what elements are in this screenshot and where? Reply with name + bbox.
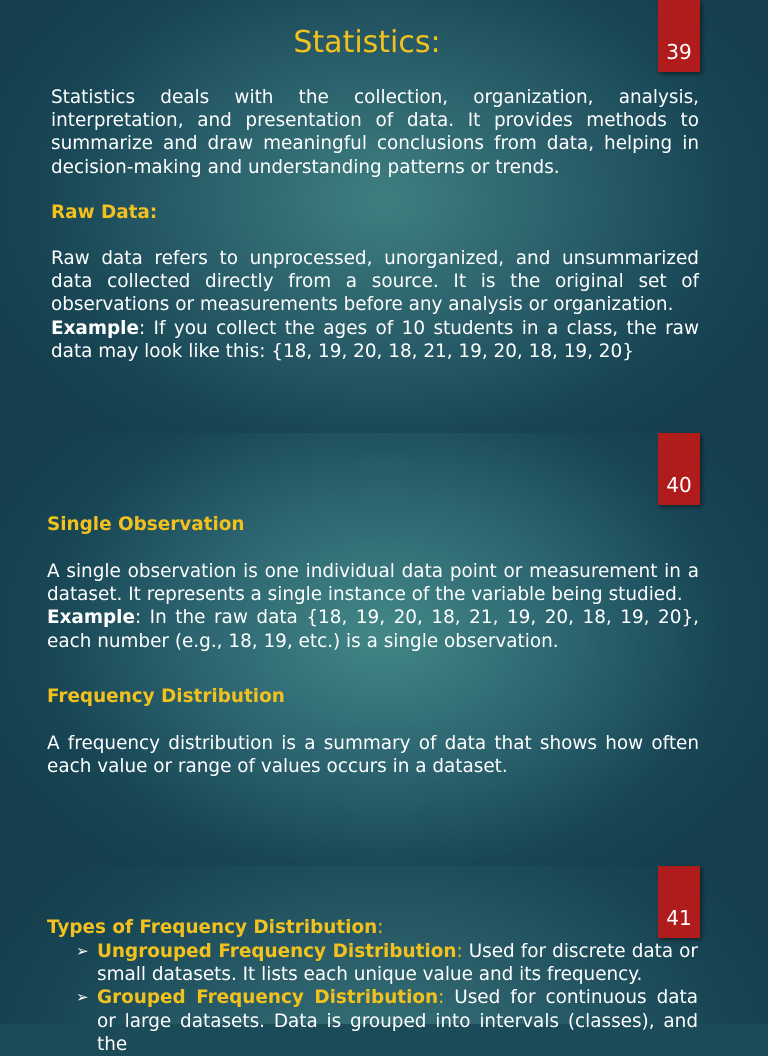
single-observation-heading: Single Observation bbox=[47, 514, 245, 535]
types-heading bbox=[47, 917, 383, 938]
raw-data-paragraph bbox=[51, 247, 699, 363]
bullet-text: Used for continuous data or large datasets. Data is grouped into intervals (classes), and the bbox=[97, 987, 698, 1055]
single-observation-text: A single observation is one individual data point or measurement in a dataset. It represents a single instance of the variable being studied. bbox=[47, 561, 699, 606]
bullet-text: Used for discrete data or small datasets. It lists each unique value and its frequency. bbox=[97, 941, 698, 986]
slide-title: Statistics: bbox=[293, 25, 441, 60]
slide-41 bbox=[0, 866, 768, 1055]
intro-paragraph: Statistics deals with the collection, organization, analysis, interpretation, and presentation of data. It provides methods to summarize and draw meaningful conclusions from data, helping in decision-making and understanding patterns or trends. bbox=[51, 87, 699, 178]
slide-39 bbox=[0, 0, 768, 433]
example-label: Example bbox=[47, 607, 135, 629]
example-text: : In the raw data {18, 19, 20, 18, 21, 19, 20, 18, 19, 20}, each number (e.g., 18, 19, etc.) is a single observation. bbox=[47, 607, 699, 652]
bullet-colon: : bbox=[438, 987, 445, 1009]
raw-data-heading: Raw Data: bbox=[51, 202, 158, 223]
frequency-distribution-heading: Frequency Distribution bbox=[47, 686, 285, 707]
example-text: : If you collect the ages of 10 students in a class, the raw data may look like this: {18, 19, 20, 18, 21, 19, 20, 18, 19, 20} bbox=[51, 317, 699, 362]
slide-number-badge: 40 bbox=[658, 433, 700, 505]
example-label: Example bbox=[51, 317, 139, 339]
arrowhead-bullet-icon: ➢ bbox=[76, 942, 89, 960]
slide-number-badge: 39 bbox=[658, 0, 700, 72]
list-item bbox=[76, 940, 698, 986]
raw-data-text: Raw data refers to unprocessed, unorganized, and unsummarized data collected directly from a source. It is the original set of observations or measurements before any analysis or organization. bbox=[51, 248, 699, 316]
slide-number-badge: 41 bbox=[658, 866, 700, 938]
single-observation-paragraph bbox=[47, 560, 699, 653]
bullet-colon: : bbox=[456, 941, 463, 962]
slide-40 bbox=[0, 433, 768, 866]
arrowhead-bullet-icon: ➢ bbox=[76, 988, 89, 1007]
frequency-distribution-paragraph: A frequency distribution is a summary of data that shows how often each value or range of values occurs in a dataset. bbox=[47, 733, 699, 778]
types-heading-colon: : bbox=[377, 917, 384, 938]
types-list bbox=[76, 940, 698, 1056]
bullet-term: Grouped Frequency Distribution bbox=[97, 987, 439, 1009]
types-heading-text: Types of Frequency Distribution bbox=[47, 917, 378, 938]
list-item bbox=[76, 986, 698, 1056]
bullet-term: Ungrouped Frequency Distribution bbox=[97, 941, 457, 962]
